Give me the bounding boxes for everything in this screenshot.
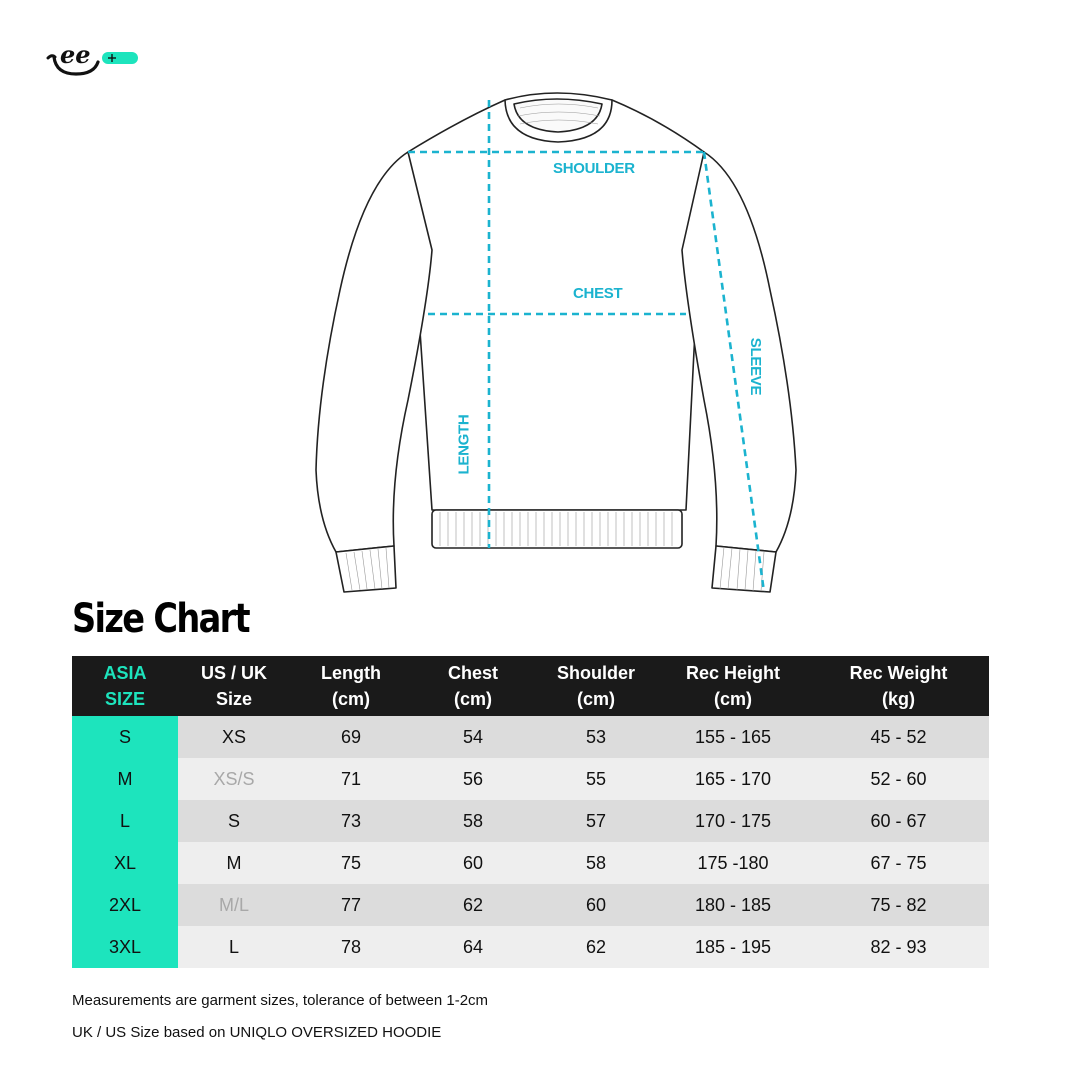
table-row — [72, 800, 989, 842]
rec-height-cell: 180 - 185 — [658, 884, 808, 926]
chest-cell: 64 — [412, 926, 534, 968]
brand-logo — [46, 38, 142, 80]
shoulder-cell: 60 — [534, 884, 658, 926]
rec-weight-cell: 60 - 67 — [808, 800, 989, 842]
rec-weight-cell: 75 - 82 — [808, 884, 989, 926]
header-length: Length (cm) — [290, 656, 412, 716]
size-table — [72, 656, 989, 968]
asia-size-cell: 3XL — [72, 926, 178, 968]
length-cell: 78 — [290, 926, 412, 968]
header-us-uk-size: US / UK Size — [178, 656, 290, 716]
size-chart-title: Size Chart — [72, 596, 249, 642]
length-cell: 69 — [290, 716, 412, 758]
rec-weight-cell: 67 - 75 — [808, 842, 989, 884]
header-chest: Chest (cm) — [412, 656, 534, 716]
shoulder-cell: 55 — [534, 758, 658, 800]
us-uk-size-cell: S — [178, 800, 290, 842]
rec-height-cell: 170 - 175 — [658, 800, 808, 842]
rec-height-cell: 155 - 165 — [658, 716, 808, 758]
chest-label: CHEST — [573, 285, 623, 302]
us-uk-size-cell: XS — [178, 716, 290, 758]
svg-text:ee: ee — [60, 40, 91, 69]
table-row — [72, 758, 989, 800]
sweater-left-sleeve — [316, 152, 432, 552]
sweater-waistband — [432, 510, 682, 548]
table-row — [72, 884, 989, 926]
length-cell: 75 — [290, 842, 412, 884]
header-rec-height: Rec Height (cm) — [658, 656, 808, 716]
asia-size-cell: L — [72, 800, 178, 842]
rec-height-cell: 165 - 170 — [658, 758, 808, 800]
header-rec-weight: Rec Weight (kg) — [808, 656, 989, 716]
length-cell: 73 — [290, 800, 412, 842]
shoulder-cell: 53 — [534, 716, 658, 758]
us-uk-size-cell: M — [178, 842, 290, 884]
rec-height-cell: 185 - 195 — [658, 926, 808, 968]
shoulder-label: SHOULDER — [553, 160, 635, 177]
us-uk-size-cell: L — [178, 926, 290, 968]
us-uk-size-cell: M/L — [178, 884, 290, 926]
measurement-note: Measurements are garment sizes, tolerance of between 1-2cm — [72, 992, 489, 1009]
asia-size-cell: S — [72, 716, 178, 758]
shoulder-cell: 57 — [534, 800, 658, 842]
header-shoulder: Shoulder (cm) — [534, 656, 658, 716]
rec-weight-cell: 82 - 93 — [808, 926, 989, 968]
header-asia-size: ASIA SIZE — [72, 656, 178, 716]
shoulder-cell: 62 — [534, 926, 658, 968]
asia-size-cell: 2XL — [72, 884, 178, 926]
sweater-right-sleeve — [682, 152, 796, 552]
rec-weight-cell: 52 - 60 — [808, 758, 989, 800]
length-cell: 71 — [290, 758, 412, 800]
sweater-left-cuff — [336, 546, 396, 592]
length-label: LENGTH — [455, 414, 473, 475]
sweater-right-cuff — [712, 546, 776, 592]
size-basis-note: UK / US Size based on UNIQLO OVERSIZED HOODIE — [72, 1024, 442, 1041]
asia-size-cell: M — [72, 758, 178, 800]
sleeve-label: SLEEVE — [747, 337, 765, 396]
chest-cell: 56 — [412, 758, 534, 800]
rec-weight-cell: 45 - 52 — [808, 716, 989, 758]
shoulder-cell: 58 — [534, 842, 658, 884]
table-header-row — [72, 656, 989, 716]
chest-cell: 60 — [412, 842, 534, 884]
chest-cell: 58 — [412, 800, 534, 842]
chest-cell: 62 — [412, 884, 534, 926]
table-row — [72, 842, 989, 884]
us-uk-size-cell: XS/S — [178, 758, 290, 800]
table-row — [72, 926, 989, 968]
rec-height-cell: 175 -180 — [658, 842, 808, 884]
asia-size-cell: XL — [72, 842, 178, 884]
table-row — [72, 716, 989, 758]
chest-cell: 54 — [412, 716, 534, 758]
length-cell: 77 — [290, 884, 412, 926]
